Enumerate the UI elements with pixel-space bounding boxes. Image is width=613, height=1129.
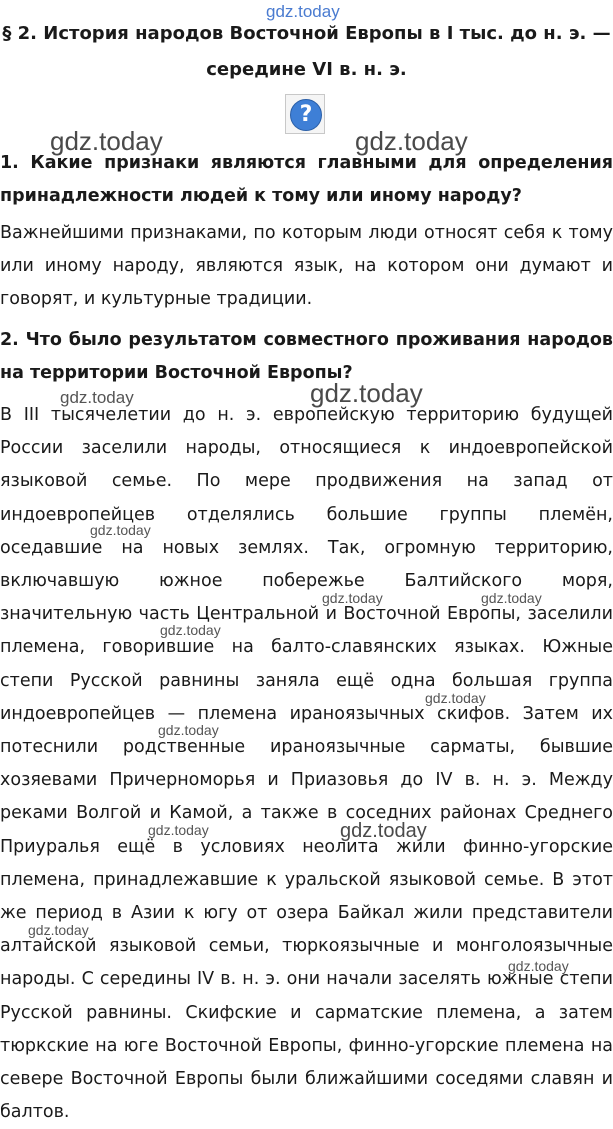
page-title-line-2: середине VI в. н. э.	[206, 59, 407, 80]
watermark: gdz.today	[355, 126, 468, 156]
watermark-top: gdz.today	[266, 2, 340, 21]
watermark: gdz.today	[310, 378, 423, 408]
watermark: gdz.today	[28, 922, 89, 938]
question-2: 2. Что было результатом совместного проживания народов на территории Восточной Европы?	[0, 330, 613, 383]
watermark: gdz.today	[60, 388, 134, 407]
watermark: gdz.today	[50, 126, 163, 156]
watermark: gdz.today	[425, 690, 486, 706]
watermark: gdz.today	[481, 590, 542, 606]
question-1: 1. Какие признаки являются главными для определения принадлежности людей к тому или иному народу?	[0, 153, 613, 206]
watermark: gdz.today	[158, 722, 219, 738]
watermark: gdz.today	[90, 522, 151, 538]
watermark: gdz.today	[340, 820, 427, 842]
page-title-line-1: § 2. История народов Восточной Европы в I тыс. до н. э. —	[2, 23, 611, 44]
watermark: gdz.today	[508, 958, 569, 974]
watermark: gdz.today	[148, 822, 209, 838]
watermark: gdz.today	[322, 590, 383, 606]
answer-1: Важнейшими признаками, по которым люди относят себя к тому или иному народу, являются язык, на котором они думают и говорят, и культурные традиции.	[0, 223, 613, 310]
help-icon[interactable]	[285, 94, 325, 134]
question-mark-icon: ?	[290, 99, 322, 131]
answer-2: В III тысячелетии до н. э. европейскую территорию будущей России заселили народы, относящиеся к индоевропейской языковой семье. По мере продвижения на запад от индоевропейцев отделялись большие группы племён, оседавшие на новых землях. Так, огромную территорию, включавшую южное побережье Балтийского моря, значительную часть Центральной и Восточной Европы, заселили племена, говорившие на балто-славянских языках. Южные степи Русской равнины заняла ещё одна большая группа индоевропейцев — племена ираноязычных скифов. Затем их потеснили родственные ираноязычные сарматы, бывшие хозяевами Причерноморья и Приазовья до IV в. н. э. Между реками Волгой и Камой, а также в соседних районах Среднего Приуралья ещё в условиях неолита жили финно-угорские племена, принадлежавшие к уральской языковой семье. В этот же период в Азии к югу от озера Байкал жили представители алтайской языковой семьи, тюркоязычные и монголоязычные народы. С середины IV в. н. э. они начали заселять южные степи Русской равнины. Скифские и сарматские племена, а затем тюркские на юге Восточной Европы, финно-угорские племена на севере Восточной Европы были ближайшими соседями славян и балтов.	[0, 405, 613, 1123]
watermark: gdz.today	[160, 622, 221, 638]
